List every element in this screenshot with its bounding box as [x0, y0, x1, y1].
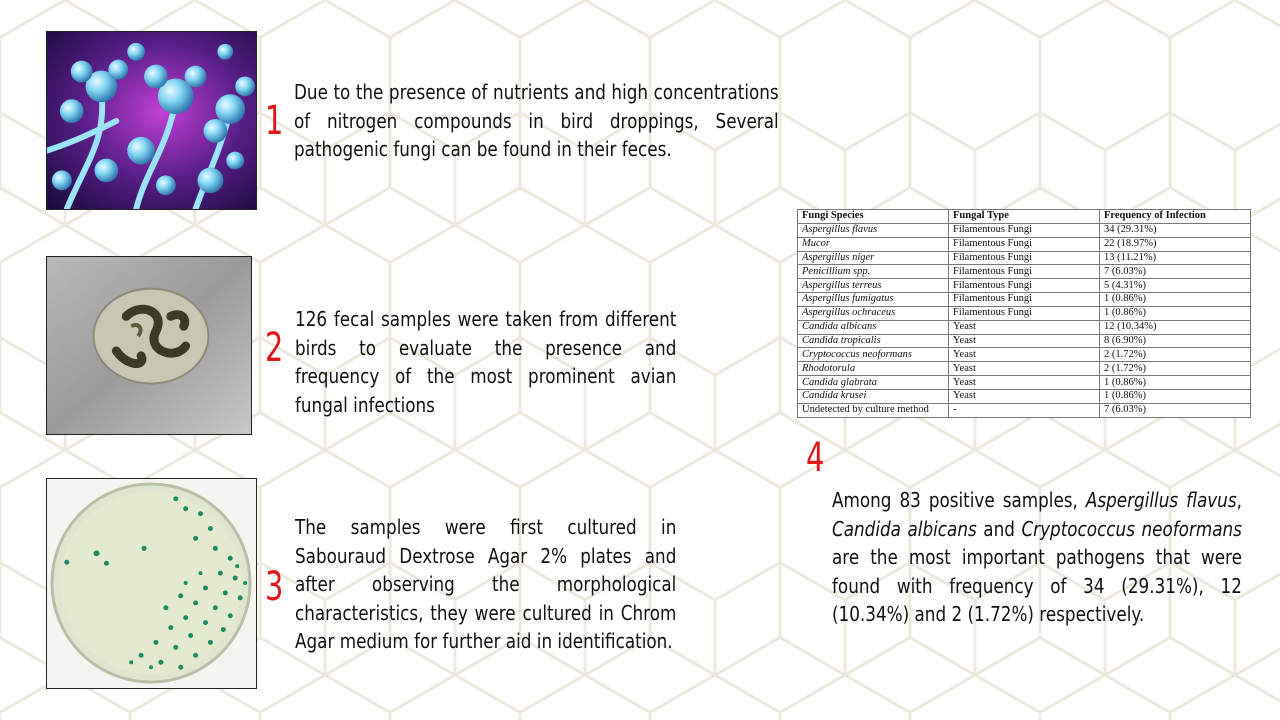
table-header-row	[798, 210, 1251, 224]
table-row	[798, 293, 1251, 307]
table-row	[798, 265, 1251, 279]
frequency-cell: 7 (6.03%)	[1100, 403, 1251, 417]
step-2-text: 126 fecal samples were taken from different birds to evaluate the presence and frequency of the most prominent avian fungal infections	[295, 307, 677, 417]
table-row	[798, 306, 1251, 320]
column-header: Frequency of Infection	[1100, 210, 1251, 224]
separator: ,	[1236, 488, 1242, 512]
species-cell: Candida tropicalis	[798, 334, 949, 348]
fungal-type-cell: Filamentous Fungi	[949, 279, 1100, 293]
frequency-cell: 1 (0.86%)	[1100, 293, 1251, 307]
table-row	[798, 389, 1251, 403]
species-cell: Aspergillus flavus	[798, 223, 949, 237]
petri-dish-image	[46, 478, 257, 689]
frequency-cell: 12 (10.34%)	[1100, 320, 1251, 334]
table-row	[798, 279, 1251, 293]
table-row	[798, 348, 1251, 362]
frequency-cell: 7 (6.03%)	[1100, 265, 1251, 279]
frequency-cell: 2 (1.72%)	[1100, 348, 1251, 362]
fungal-type-cell: Filamentous Fungi	[949, 265, 1100, 279]
step-4-text-before: Among 83 positive samples,	[832, 488, 1086, 512]
step-number-4: 4	[806, 435, 825, 481]
frequency-cell: 8 (6.90%)	[1100, 334, 1251, 348]
fungal-type-cell: Yeast	[949, 389, 1100, 403]
step-number-1: 1	[265, 98, 284, 144]
fecal-sample-image	[46, 256, 252, 435]
species-cell: Cryptococcus neoformans	[798, 348, 949, 362]
fungi-spores-image	[46, 31, 257, 210]
step-number-2: 2	[265, 325, 284, 371]
species-cell: Mucor	[798, 237, 949, 251]
table-row	[798, 320, 1251, 334]
frequency-cell: 1 (0.86%)	[1100, 306, 1251, 320]
table-row	[798, 251, 1251, 265]
fungi-frequency-table	[797, 209, 1251, 418]
species-cell: Rhodotorula	[798, 362, 949, 376]
fungal-type-cell: Yeast	[949, 320, 1100, 334]
table-row	[798, 403, 1251, 417]
species-cell: Aspergillus niger	[798, 251, 949, 265]
frequency-cell: 22 (18.97%)	[1100, 237, 1251, 251]
species-cell: Candida krusei	[798, 389, 949, 403]
species-cell: Undetected by culture method	[798, 403, 949, 417]
separator: and	[976, 516, 1022, 541]
step-4-text	[832, 486, 1242, 629]
species-cell: Aspergillus ochraceus	[798, 306, 949, 320]
frequency-cell: 1 (0.86%)	[1100, 389, 1251, 403]
fungal-type-cell: Filamentous Fungi	[949, 223, 1100, 237]
frequency-cell: 2 (1.72%)	[1100, 362, 1251, 376]
species-cryptococcus-neoformans: Cryptococcus neoformans	[1021, 516, 1242, 541]
column-header: Fungi Species	[798, 210, 949, 224]
fungal-type-cell: Filamentous Fungi	[949, 251, 1100, 265]
fungal-type-cell: Yeast	[949, 334, 1100, 348]
frequency-cell: 5 (4.31%)	[1100, 279, 1251, 293]
species-candida-albicans: Candida albicans	[832, 516, 977, 541]
species-cell: Candida albicans	[798, 320, 949, 334]
step-1-text: Due to the presence of nutrients and high concentrations of nitrogen compounds in bird droppings, Several pathogenic fungi can be found in their feces.	[294, 80, 779, 162]
fungal-type-cell: Yeast	[949, 362, 1100, 376]
column-header: Fungal Type	[949, 210, 1100, 224]
species-cell: Aspergillus fumigatus	[798, 293, 949, 307]
frequency-cell: 13 (11.21%)	[1100, 251, 1251, 265]
fungal-type-cell: Yeast	[949, 376, 1100, 390]
fungal-type-cell: -	[949, 403, 1100, 417]
table-row	[798, 362, 1251, 376]
table-row	[798, 237, 1251, 251]
table-row	[798, 223, 1251, 237]
table-row	[798, 376, 1251, 390]
frequency-cell: 34 (29.31%)	[1100, 223, 1251, 237]
step-number-3: 3	[265, 564, 284, 610]
step-3-text: The samples were first cultured in Sabouraud Dextrose Agar 2% plates and after observing the morphological characteristics, they were cultured in Chrom Agar medium for further aid in identification.	[295, 515, 677, 654]
fungal-type-cell: Yeast	[949, 348, 1100, 362]
fungal-type-cell: Filamentous Fungi	[949, 293, 1100, 307]
frequency-cell: 1 (0.86%)	[1100, 376, 1251, 390]
species-aspergillus-flavus: Aspergillus flavus	[1085, 488, 1237, 512]
fungal-type-cell: Filamentous Fungi	[949, 306, 1100, 320]
fungal-type-cell: Filamentous Fungi	[949, 237, 1100, 251]
species-cell: Penicillium spp.	[798, 265, 949, 279]
step-4-text-after: are the most important pathogens that were found with frequency of 34 (29.31%), 12 (10.34%) and 2 (1.72%) respectively.	[832, 545, 1242, 627]
table-row	[798, 334, 1251, 348]
species-cell: Aspergillus terreus	[798, 279, 949, 293]
species-cell: Candida glabrata	[798, 376, 949, 390]
